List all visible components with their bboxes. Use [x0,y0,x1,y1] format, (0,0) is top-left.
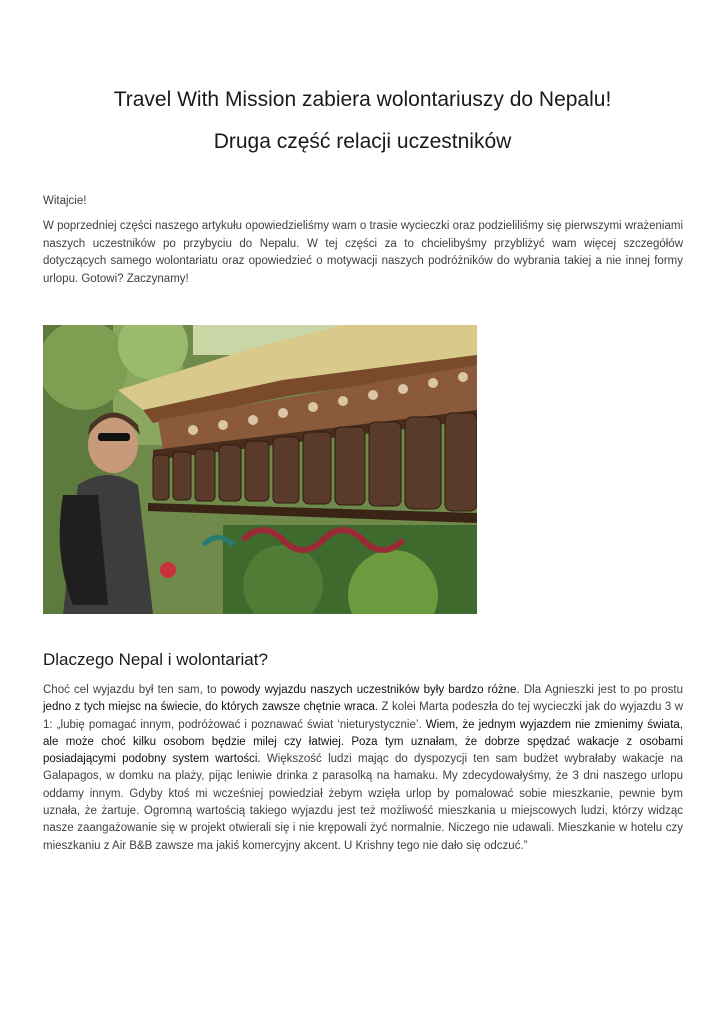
body-emphasis-2: jedno z tych miejsc na świecie, do których zawsze chętnie wraca [43,701,375,714]
title-line-1: Travel With Mission zabiera wolontariuszy do Nepalu! [113,88,612,111]
body-paragraph [43,682,683,855]
body-text-4: Większość ludzi mając do dyspozycji ten sam budżet wybrałaby wakacje na Galapagos, w domku na plaży, pijąc leniwie drinka z parasolką na hamaku. My zdecydowałyśmy, że 3 dni naszego urlopu oddamy innym. Gdyby ktoś mi wcześniej powiedział żebym wzięła urlop by pomalować sobie mieszkanie, pewnie bym uznała, że żartuje. Ogromną wartością takiego wyjazdu jest też możliwość mieszkania u miejscowych ludzi, którzy widząc nasze zaangażowanie się w projekt otwierali się i nie krępowali żyć normalnie. Niczego nie udawali. Mieszkanie w hotelu czy mieszkaniu z Air B&B zawsze ma jakiś komercyjny akcent. U Krishny tego nie dało się odczuć.” [43,753,683,852]
body-text-3: . Z kolei Marta podeszła do tej wycieczki jak do wyjazdu 3 w 1: „lubię pomagać innym, podróżować i poznawać świat ‘nieturystycznie’. [43,701,683,731]
greeting: Witajcie! [43,195,87,207]
body-text-2: . Dla Agnieszki jest to po prostu [516,684,683,696]
body-emphasis-1: powody wyjazdu naszych uczestników były bardzo różne [220,684,517,696]
title-line-2: Druga część relacji uczestników [213,130,512,153]
prayer-wheels-photo [43,325,477,614]
body-emphasis-3: Wiem, że jednym wyjazdem nie zmienimy świata, ale może choć kilku osobom będzie milej czy łatwiej. Poza tym uznałam, że dobrze spędzać wakacje z osobami posiadającymi podobny system wartości. [43,718,683,766]
body-text-1: Choć cel wyjazdu był ten sam, to [43,684,221,696]
intro-paragraph: W poprzedniej części naszego artykułu opowiedzieliśmy wam o trasie wycieczki oraz podzieliliśmy się pierwszymi wrażeniami naszych uczestników po przybyciu do Nepalu. W tej części za to chcielibyśmy przybliżyć wam więcej szczegółów dotyczących samego wolontariatu oraz opowiedzieć o motywacji naszych podróżników do wybrania takiej a nie innej formy urlopu. Gotowi? Zaczynamy! [43,220,683,285]
section-heading: Dlaczego Nepal i wolontariat? [43,650,268,669]
